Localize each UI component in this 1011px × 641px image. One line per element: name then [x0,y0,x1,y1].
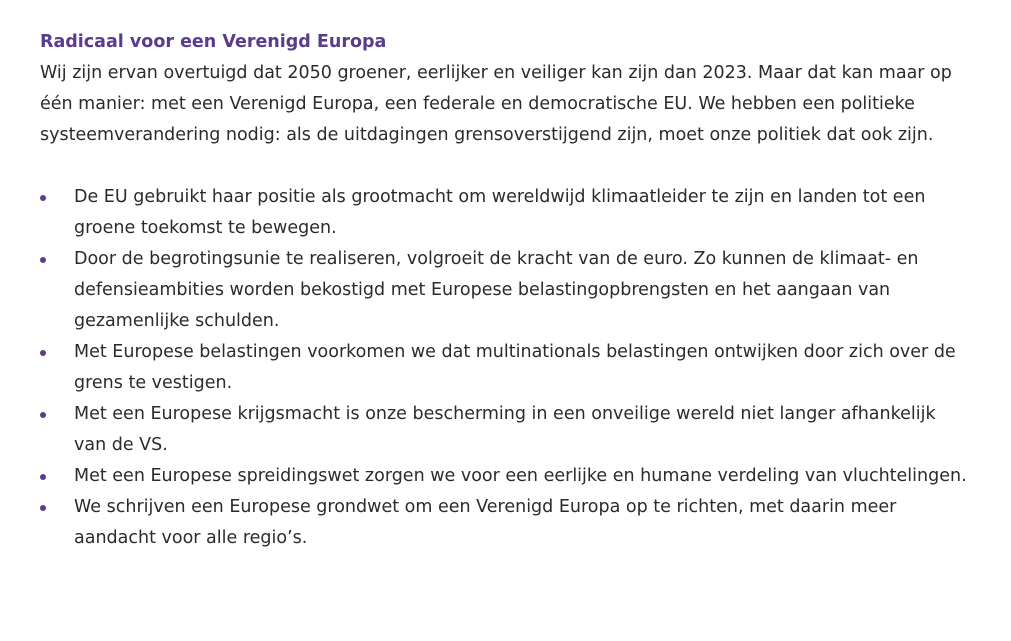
intro-paragraph: Wij zijn ervan overtuigd dat 2050 groener, eerlijker en veiliger kan zijn dan 2023. Maar dat kan maar op één manier: met een Verenigd Europa, een federale en democratische EU. We hebben een politieke systeemverandering nodig: als de uitdagingen grensoverstijgend zijn, moet onze politiek dat ook zijn. [40,63,952,145]
bullet-dot-icon [40,195,46,201]
list-item-text: We schrijven een Europese grondwet om een Verenigd Europa op te richten, met daarin meer aandacht voor alle regio’s. [74,497,897,548]
list-item-text: Met een Europese krijgsmacht is onze bescherming in een onveilige wereld niet langer afhankelijk van de VS. [74,404,936,455]
list-item [40,244,970,337]
list-item [40,461,970,492]
list-item-text: Door de begrotingsunie te realiseren, volgroeit de kracht van de euro. Zo kunnen de klimaat- en defensieambities worden bekostigd met Europese belastingopbrengsten en het aangaan van gezamenlijke schulden. [74,249,919,331]
list-item [40,337,970,399]
bullet-dot-icon [40,505,46,511]
bullet-list [40,182,970,554]
list-item [40,492,970,554]
list-item [40,399,970,461]
list-item-text: Met een Europese spreidingswet zorgen we voor een eerlijke en humane verdeling van vluchtelingen. [74,466,967,486]
article-section [40,27,970,554]
list-item-text: De EU gebruikt haar positie als grootmacht om wereldwijd klimaatleider te zijn en landen tot een groene toekomst te bewegen. [74,187,926,238]
section-heading: Radicaal voor een Verenigd Europa [40,32,387,52]
bullet-dot-icon [40,412,46,418]
bullet-dot-icon [40,350,46,356]
bullet-dot-icon [40,474,46,480]
list-item [40,182,970,244]
bullet-dot-icon [40,257,46,263]
list-item-text: Met Europese belastingen voorkomen we dat multinationals belastingen ontwijken door zich over de grens te vestigen. [74,342,956,393]
